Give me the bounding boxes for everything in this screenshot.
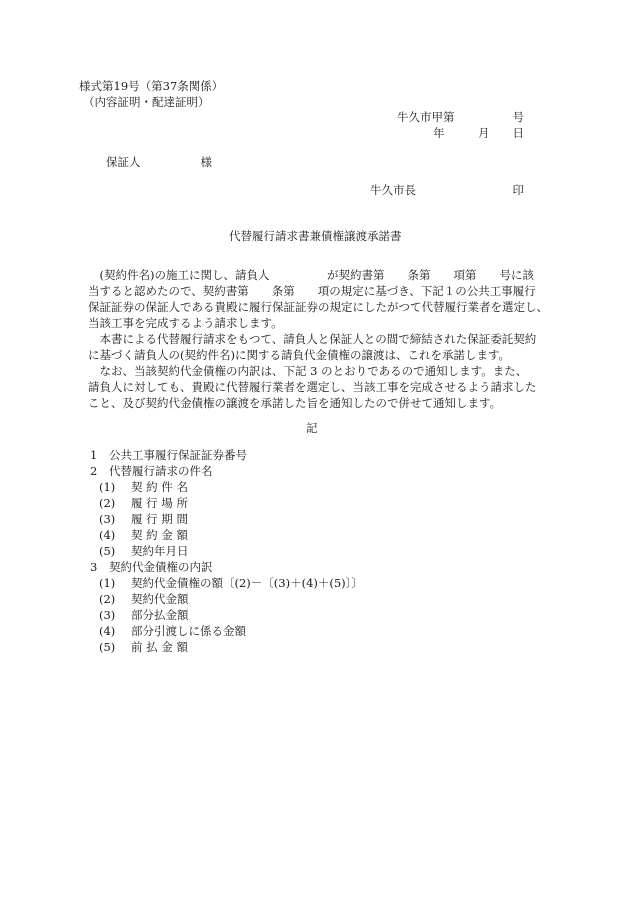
sub-item-number: (3) [99,608,116,622]
item-list [90,447,363,655]
item-label: 契約代金債権の内訳 [109,560,213,574]
sub-item [90,479,363,495]
date-month: 月 [478,126,490,140]
sub-item [90,607,363,623]
body-line: 請負人に対しても、貴殿に代替履行業者を選定し、当該工事を完成させるよう請求した [88,380,537,394]
list-item [90,559,363,575]
sub-item-label: 前 払 金 額 [131,640,188,654]
sub-item [90,623,363,639]
sub-item [90,527,363,543]
sub-item [90,543,363,559]
sub-item-label: 契約代金額 [131,592,189,606]
mayor-label: 牛久市長 [370,183,416,197]
sub-item-label: 部分引渡しに係る金額 [131,624,246,638]
sub-item-number: (1) [99,480,116,494]
guarantor-label: 保証人 [106,155,141,169]
sub-item [90,511,363,527]
date-day: 日 [512,126,524,140]
ki-heading: 記 [306,421,318,435]
sub-item-number: (4) [99,528,116,542]
form-number: 様式第19号（第37条関係） [79,79,224,93]
body-line: こと、及び契約代金債権の譲渡を承諾した旨を通知したので併せて通知します。 [88,396,502,410]
item-label: 公共工事履行保証証券番号 [109,448,247,462]
sub-item-label: 契 約 金 額 [131,528,188,542]
seal-mark: 印 [512,183,524,197]
sub-item-number: (3) [99,512,116,526]
sub-item-label: 契 約 件 名 [131,480,188,494]
body-line: 当すると認めたので、契約書第 条第 項の規定に基づき、下記１の公共工事履行 [88,284,536,298]
item-number: 3 [90,560,98,574]
body-text [88,267,558,411]
body-line: 本書による代替履行請求をもつて、請負人と保証人との間で締結された保証委託契約 [88,332,537,346]
sub-item [90,591,363,607]
body-line: (契約件名)の施工に関し、請負人 が契約書第 条第 項第 号に該 [88,268,534,282]
sub-item [90,495,363,511]
list-item [90,463,363,479]
sub-item-label: 契約年月日 [131,544,189,558]
sub-item-number: (4) [99,624,116,638]
sub-item [90,575,363,591]
form-subtitle: （内容証明・配達証明） [83,95,210,109]
sub-item-number: (1) [99,576,116,590]
guarantor-honorific: 様 [200,155,212,169]
sub-item-label: 履 行 場 所 [131,496,188,510]
sub-item-label: 部分払金額 [131,608,189,622]
date-year: 年 [433,126,445,140]
sub-item-label: 履 行 期 間 [131,512,188,526]
sub-item-number: (2) [99,496,116,510]
sub-item-number: (2) [99,592,116,606]
mayor-signature [370,182,524,198]
date-line [433,125,524,141]
issuer-number [397,109,524,125]
document-title: 代替履行請求書兼債権譲渡承諾書 [229,229,402,243]
issuer-number-suffix: 号 [512,110,524,124]
sub-item-number: (5) [99,544,116,558]
item-label: 代替履行請求の件名 [109,464,213,478]
body-line: 当該工事を完成するよう請求します。 [88,316,283,330]
body-line: 保証証券の保証人である貴殿に履行保証証券の規定にしたがつて代替履行業者を選定し、 [88,300,548,314]
body-line: なお、当該契約代金債権の内訳は、下記 3 のとおりであるので通知します。また、 [88,364,528,378]
body-line: に基づく請負人の(契約件名)に関する請負代金債権の譲渡は、これを承諾します。 [88,348,511,362]
issuer-number-prefix: 牛久市甲第 [397,110,455,124]
item-number: 2 [90,464,98,478]
sub-item-number: (5) [99,640,116,654]
item-number: 1 [90,448,98,462]
list-item [90,447,363,463]
sub-item [90,639,363,655]
sub-item-label: 契約代金債権の額〔(2)－〔(3)＋(4)＋(5)〕〕 [131,576,363,590]
guarantor-addressee [106,154,212,170]
